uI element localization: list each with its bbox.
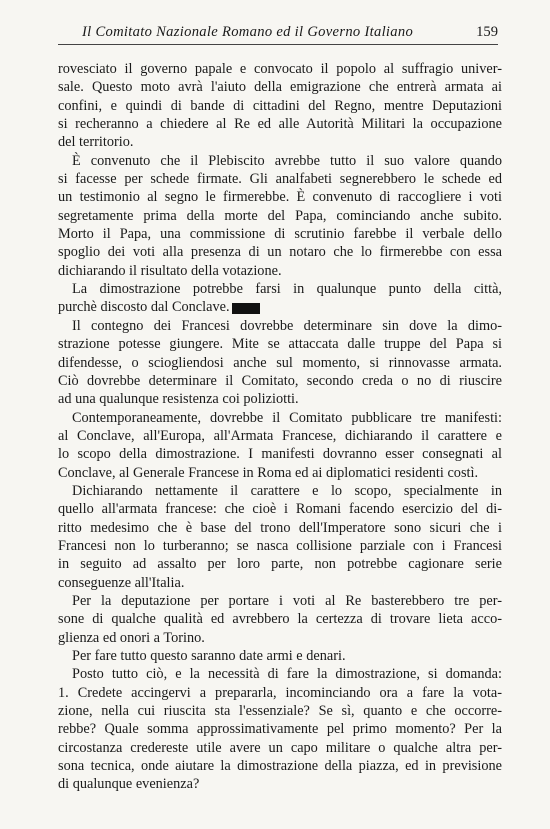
- line-text: purchè discosto dal Conclave.: [58, 299, 230, 316]
- text-line: [58, 372, 502, 390]
- text-line: [58, 243, 502, 261]
- line-text: glienza ed onori a Torino.: [58, 629, 205, 646]
- line-text: dichiarando il risultato della votazione.: [58, 262, 282, 279]
- line-text: Per la deputazione per portare i voti al Re basterebbero tre per-: [72, 592, 502, 609]
- line-text: di qualunque evenienza?: [58, 776, 200, 793]
- line-text: si recheranno a chiedere al Re ed alle Autorità Militari la occupazione: [58, 116, 502, 133]
- line-text: conseguenze all'Italia.: [58, 574, 185, 591]
- text-line: [58, 519, 502, 537]
- line-text: ritto medesimo che è base del trono dell'Imperatore sono sicuri che i: [58, 519, 502, 536]
- line-text: in seguito ad assalto per loro parte, non potrebbe cagionare serie: [58, 556, 502, 573]
- text-line: [58, 170, 502, 188]
- line-text: Contemporaneamente, dovrebbe il Comitato pubblicare tre manifesti:: [72, 409, 502, 426]
- line-text: si facesse per schede firmate. Gli analfabeti segnerebbero le schede ed: [58, 171, 502, 188]
- text-line: [58, 152, 502, 170]
- line-text: al Conclave, all'Europa, all'Armata Francese, dichiarando il carattere e: [58, 427, 502, 444]
- line-text: spoglio dei voti alla presenza di un notaro che lo firmerebbe con essa: [58, 244, 502, 261]
- line-text: Dichiarando nettamente il carattere e lo scopo, specialmente in: [72, 482, 502, 499]
- redaction-mark: [232, 303, 260, 314]
- text-line: [58, 629, 502, 647]
- text-line: [58, 720, 502, 738]
- line-text: Posto tutto ciò, e la necessità di fare la dimostrazione, si domanda:: [72, 666, 502, 683]
- text-line: [58, 464, 502, 482]
- line-text: Per fare tutto questo saranno date armi e denari.: [72, 648, 346, 664]
- text-line: [58, 188, 502, 206]
- page-number: 159: [476, 24, 498, 40]
- text-line: [58, 665, 502, 683]
- line-text: strazione potesse giungere. Mite se attaccata dalle truppe del Papa si: [58, 336, 502, 353]
- text-line: [58, 500, 502, 518]
- line-text: circostanza credereste utile avere un capo militare o qualche altra per-: [58, 739, 502, 756]
- text-line: [58, 537, 502, 555]
- text-line: [58, 298, 502, 316]
- line-text: ad una qualunque resistenza coi poliziotti.: [58, 391, 299, 408]
- text-line: [58, 225, 502, 243]
- line-text: segretamente prima della morte del Papa, cominciando anche subito.: [58, 207, 502, 224]
- text-line: [58, 739, 502, 757]
- body-text: [58, 60, 502, 794]
- line-text: rovesciato il governo papale e convocato il popolo al suffragio univer-: [58, 61, 502, 77]
- line-text: Morto il Papa, una commissione di scrutinio farebbe il verbale dello: [58, 226, 502, 243]
- line-text: quello all'armata francese: che cioè i Romani facendo esercizio del di-: [58, 501, 502, 518]
- line-text: Ciò dovrebbe determinare il Comitato, secondo creda o no di riuscire: [58, 372, 502, 389]
- line-text: È convenuto che il Plebiscito avrebbe tutto il suo valore quando: [72, 152, 502, 169]
- line-text: lo scopo della dimostrazione. I manifesti dovranno esser consegnati al: [58, 446, 502, 463]
- text-line: [58, 409, 502, 427]
- text-line: [58, 335, 502, 353]
- text-line: [58, 775, 502, 793]
- line-text: sale. Questo moto avrà l'aiuto della emigrazione che entrerà armata ai: [58, 79, 502, 96]
- running-header: [58, 22, 498, 44]
- text-line: [58, 592, 502, 610]
- text-line: [58, 133, 502, 151]
- text-line: [58, 757, 502, 775]
- line-text: 1. Credete accingervi a prepararla, incominciando ora a fare la vota-: [58, 684, 502, 701]
- text-line: [58, 97, 502, 115]
- line-text: La dimostrazione potrebbe farsi in qualunque punto della città,: [72, 281, 502, 298]
- line-text: sona tecnica, onde aiutare la dimostrazione della piazza, ed in previsione: [58, 758, 502, 775]
- line-text: difendesse, o sciogliendosi anche sul momento, si rinnovasse armata.: [58, 354, 502, 371]
- line-text: rebbe? Quale somma approssimativamente pel primo momento? Per la: [58, 721, 502, 738]
- line-text: sone di qualche qualità ed avrebbero la certezza di trovare lieta acco-: [58, 611, 502, 628]
- text-line: [58, 427, 502, 445]
- line-text: un testimonio al segno le firmerebbe. È convenuto di raccogliere i voti: [58, 189, 502, 206]
- text-line: [58, 354, 502, 372]
- text-line: [58, 482, 502, 500]
- line-text: Il contegno dei Francesi dovrebbe determinare sin dove la dimo-: [72, 317, 502, 334]
- text-line: [58, 60, 502, 78]
- text-line: [58, 555, 502, 573]
- line-text: del territorio.: [58, 134, 134, 151]
- text-line: [58, 390, 502, 408]
- text-line: [58, 610, 502, 628]
- text-line: [58, 115, 502, 133]
- text-line: [58, 574, 502, 592]
- text-line: [58, 647, 502, 665]
- text-line: [58, 317, 502, 335]
- text-line: [58, 684, 502, 702]
- text-line: [58, 262, 502, 280]
- text-line: [58, 702, 502, 720]
- running-title: Il Comitato Nazionale Romano ed il Governo Italiano: [82, 24, 414, 40]
- text-line: [58, 78, 502, 96]
- line-text: confini, e quindi di bande di cittadini del Regno, mentre Deputazioni: [58, 97, 502, 114]
- header-rule: [58, 44, 498, 45]
- text-line: [58, 445, 502, 463]
- text-line: [58, 207, 502, 225]
- line-text: zione, nella cui riuscita sta l'essenziale? Se sì, quanto e che occorre-: [58, 703, 502, 720]
- line-text: Conclave, al Generale Francese in Roma ed ai diplomatici residenti costì.: [58, 464, 479, 481]
- text-line: [58, 280, 502, 298]
- line-text: Francesi non lo turberanno; se nasca collisione parziale con i Francesi: [58, 537, 502, 554]
